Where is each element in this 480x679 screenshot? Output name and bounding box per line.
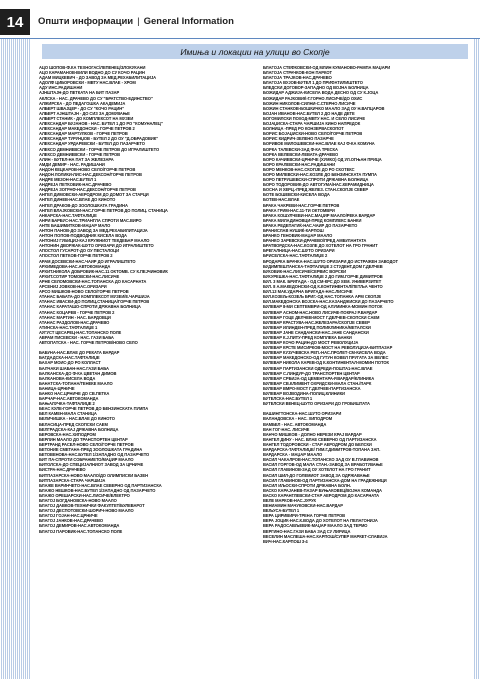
street-entry: АРХИМЕДОВА-НАС.АВТОКОМАНДА bbox=[39, 263, 111, 269]
street-entry: БУЛ.13 МАК.УДАРНА БРИГАДА-НАС.ЛИСИЧЕ bbox=[263, 289, 353, 295]
street-entry: ВАШИНГТОНСКА-НАС.ШУТО ОРИЗАРИ bbox=[263, 411, 342, 417]
street-entry: АНТЕ БАШИМИТКОВ-МАЏАР МАЛО bbox=[39, 222, 111, 228]
street-entry: БРАКА ЧАКРЕВИ-НАС.ГОРЧЕ ПЕТРОВ bbox=[263, 202, 340, 208]
street-entry: БЕТОНИЕ СМЕТАНА-ПРЕД ЗООЛОШКАТА ГРАДИНА bbox=[39, 447, 143, 453]
street-entry: БОРО ПЕТРУШЕВСКИ-СПРОТИ ДРЖАВНА БОЛНИЦА bbox=[263, 177, 369, 183]
street-entry: БУЛЕВАР КРСТЕ МИСИРКОВ-МОСТ НА РЕВОЛУЦИЈА-БИТПАЗАР bbox=[263, 345, 393, 351]
street-entry: БАЊАЛУЧКА-ТАФТАЛИЏЕ 2 bbox=[39, 401, 95, 407]
street-entry: АЦО ШОПОВ-Ф.КА ТЕХНОГАС/ЛЕПЕНЕЦ/ЗЛОКУКАНИ bbox=[39, 65, 146, 70]
street-entry: АРНЕ СЕЛОМОВСКИ-НАС.ТОПАНСКА ДО КАСАРНАТА bbox=[39, 278, 147, 284]
street-entry: АНТОН ПАНОВ-ДО ЗАВОД ЗА МЕД.РЕХАБИЛИТАЦИЈА bbox=[39, 228, 148, 233]
street-entry: БОЖИН СТАНКОВ-БОШКИЧКО МААЛО ЗАД ОУ Н.ВАПЦАРОВ bbox=[263, 105, 385, 111]
street-entry: АЛЕКСО ДЕМНИЕВСКИ - ГОРЧЕ ПЕТРОВ ДО ИГРАЛИШТЕТО bbox=[39, 146, 160, 152]
street-entry: БОЈАН ИВАНОВ-НАС.БУТЕЛ 2 ДО НАДЕ ДЕТЕ bbox=[263, 110, 355, 116]
street-entry: БИТПАЗАРСКА-НОВО МААЛО/ДО ОЛИМПИСКИ БАЗЕН bbox=[39, 472, 149, 478]
street-entry: ВАРДАРСКА - МАЏАР МААЛО bbox=[263, 452, 323, 458]
section-title-en: General Information bbox=[143, 16, 234, 27]
street-entry: БРАКА МИЛАДИНОВЦИ-ПРЕД КОМПЛЕКС БАНКИ bbox=[263, 217, 362, 223]
street-entry: БЛАГОЈ ГОЈАН-НАС.ЦРНИЧЕ bbox=[39, 513, 98, 519]
street-entry: БОРО ТОДОРОВИК-ДО АВТОГУМА/НАС.КЕРАМИДНИЦА bbox=[263, 182, 374, 188]
street-entry: БУЛЕВАР КОЧО РАЦИН-ДО МОСТ РЕВОЛУЦИЈА bbox=[263, 340, 359, 346]
street-entry: АЛЕКСАНДАР МАКЕДОНСКИ - ГОРЧЕ ПЕТРОВ 2 bbox=[39, 126, 135, 132]
street-entry: БУЛЕВАР С.ЛИНДУР-ДО ТРАНСПОРТЕН ЦЕНТАР bbox=[263, 370, 360, 376]
street-entry: АРАМ ДОСЕВСКИ-НАС.ЧАИР ДО ИГРАЛИШТЕТО bbox=[39, 258, 136, 264]
street-entry: АПОСТОЛ ГУСАРОТ-ДО ОУ ПЕСТАЛОЦИ bbox=[39, 248, 119, 254]
street-entry: АНРИ БАРБУС-НАС.ТРИАНГЛА СПРОТИ МАС.ВИРО bbox=[39, 217, 142, 223]
street-entry: БОЛНИЦА -ПРЕД РО КОНЗЕРВАСКОПОТ bbox=[263, 126, 344, 132]
street-entry: ВЕРА РАДОСАВЉЕВИК-МАЏАР МААЛО ЗАД ТЕРМО bbox=[263, 523, 368, 529]
street-entry: БОРКА ВЕЛЕВСКИ-ЛЕВАТА-ДРАЧЕВО bbox=[263, 151, 339, 157]
street-entry: БЛАЖЕ ВАРИНЧЕТО-НАС.ВЛАЕ СЕВЕРНО ОД ПАРТИЗАНСКА bbox=[39, 482, 162, 488]
street-entry: БРАКА РЕДЕПАГИЌ-НАС.ЧАИР ДО ПАЗАРЧЕТО bbox=[263, 222, 358, 228]
section-title-mk: Општи информации bbox=[38, 16, 134, 27]
street-entry: ВЕНИАМИН МАЧУКОВСКИ-НАС.ВАРДАР bbox=[263, 503, 343, 509]
street-entry: АНДРЕ МЕЗОН-НАС.БУТЕЛ 1 bbox=[39, 177, 97, 183]
street-entry: БОРИС КИДРИЧ-ЗЕЛЕНО ПАЗАРЧЕ bbox=[263, 136, 334, 142]
street-entry: БУТЕЛСКА-НАС.БУТЕЛ 1 bbox=[263, 396, 313, 402]
page-number: 14 bbox=[0, 9, 30, 35]
street-entry: АЛБЕРТ СТАНИК - ДО КОМПЛЕКСОТ НА МУЗЕИ bbox=[39, 115, 134, 121]
street-entry: БЛАЖО ОРЕШАРСКИ-НАС.ЛИСИЧЕ/ЕЛЕКТРО bbox=[39, 492, 130, 498]
street-entry: БАЛКАНСКА-ДО Ф-КА ЦВЕТАН ДИМОВ bbox=[39, 370, 117, 376]
street-entry: БАБУНА-НАС.ВЛАЕ ДО РЕКАТА ВАРДАР bbox=[39, 350, 120, 356]
street-entry: АЛЕКСО ДЕМНИЕВСКИ - ГОРЧЕ ПЕТРОВ bbox=[39, 151, 121, 157]
street-entry: АЛЕКСАНДАР БУЈАНОВ - НАС. БУТЕЛ 1 ДО РО "КОМУНАЛЕЦ" bbox=[39, 121, 163, 127]
street-entry: БОТЕ БОШЕВСКИ-КИСЕЛА ВОДА bbox=[263, 192, 330, 198]
page-title: Имиња и локации на улици во Скопје bbox=[42, 44, 468, 59]
street-entry: БРАНКО ЗАРЕВСКИ-ДРАЧЕВО/ПРЕД АМБУЛАНТАТА bbox=[263, 238, 367, 244]
street-entry: ВАСИЛ ГОРГОВ-ОД МАЛА СТАН.-ЗАВОД ЗА ВРАБОТУВАЊЕ bbox=[263, 462, 383, 468]
street-entry: БЕРТРАНД РАСЕЛ-НОВО СЕЛО/ГОРЧЕ ПЕТРОВ bbox=[39, 441, 134, 447]
street-entry: АТАНАС КАРАТАШО-СПРОТИ ДРЖАВНА БОЛНИЦА bbox=[39, 304, 141, 310]
street-entry: АВТОПАТСКА - НАС. ГОРЧЕ ПЕТРОВ/НОВО СЕЛО bbox=[39, 340, 138, 346]
street-entry: БИТОЛСКА-ДО СПЕЦИЈАЛНИОТ ЗАВОД ЗА ЦРНИЧЕ bbox=[39, 462, 144, 468]
street-entry: АМДИ ДЕМИР - НАС. РАДИШАНИ bbox=[39, 161, 105, 167]
street-entry: ВЕРА ЈОЦИК-НАС.К.ВОДА ДО ХОТЕЛОТ НА ПЕЛАГОНИЈА bbox=[263, 518, 378, 524]
street-entry: БЛАГОЈ ДЕМИРОВ-НАС.АВТОКОМАНДА bbox=[39, 523, 120, 529]
street-entry: ВЕРА ЦИРИВИРИ-ТРЕНА ГОРЧЕ ПЕТРОВ bbox=[263, 513, 346, 519]
street-entry: БУЛЕВАР КРАСТУВА-НАС.ЖЕЛЕЗАРА/СКОПЈЕ СЕВЕР bbox=[263, 319, 370, 325]
street-entry: БРАКА ГРИМ-НАС.11-ТИ ОКТОМВРИ bbox=[263, 207, 335, 213]
street-entry: АТАНАС КОЦАРЕВ - ГОРЧЕ ПЕТРОВ 2 bbox=[39, 309, 115, 315]
street-entry: АНТОНИЈ ГУБИЦИЈ-КАЈ КРУЖНИОТ ТЕКДЕБАР МААЛО bbox=[39, 238, 150, 244]
street-entry: АНКАРСКА-НАС.ТАФТАЛИЏЕ bbox=[39, 212, 97, 218]
street-entry: АДАМ МИЦКЕВИЧ - ДО ЗАВОД ЗА МЕД.РЕХАБИЛИТАЦИЈА bbox=[39, 75, 157, 81]
street-entry: АНТОНИН ДВОРЖАК-ШУТО ОРИЗАРИ ДО ИГРАЛИШТЕТО bbox=[39, 243, 154, 249]
street-entry: БИСТРА-НАС.ДРАЧЕВО bbox=[39, 467, 86, 473]
street-entry: БЕЛ КАМЕН-МАЛА СТАНИЦА bbox=[39, 411, 97, 417]
street-entry: БУЛ.МАКЕДОНСКА ВОЈСКА-НАС.КАЗАНДЖИСКИ ДО ПАЗАРЧЕТО bbox=[263, 299, 394, 305]
street-entry: БРАТВОРДСКА-НАС.КОЗЛЕ ДО ХОТЕЛОТ НА ГРО ГРАНИТ bbox=[263, 243, 378, 249]
street-entry: БУЛЕВАР НИКОЛА КАРЕВ-ОД К.КОНТИНЕНТАЛ-МОМИН ПОТОК bbox=[263, 360, 389, 366]
street-entry: ВАСИЛ ШИЛ-ДО ГОЛЕМИОТ ЗАВОД ЗА ОДРЖАВАЊЕ bbox=[263, 472, 370, 478]
left-decorative-stripe bbox=[0, 39, 30, 679]
street-entry: БУЛЕВАР КУЗУЧЕВСКА РЕП.-НАС.ПРОЛЕТ-СМ-КИСЕЛА ВОДА bbox=[263, 350, 386, 356]
street-entry: ВАСИЛ ГЛАВИНОВ-ОД ПАРТИЗАНСКА-ДОМ НА ГРАДЕЖНИЦИ bbox=[263, 477, 387, 483]
street-entry: БУЛЕВАР ПАРТИЗАНСКИ ОДРЕДИ-ПОШТА1-НАС.ВЛАЕ bbox=[263, 365, 373, 371]
street-entry: БУЛ. 3 МАК. БРИГАДА - ОД СМ-КРС ДО ХЕМ. УНИВЕРЗИТЕТ bbox=[263, 278, 382, 284]
street-entry: ВАСИЛ ГЛАВИНОВ-ЗАД ОУ ХОТЕЛОТ НА ГРО ГРАНИТ bbox=[263, 467, 371, 473]
street-entry: БОРО КАЧИЕВСКИ-ЦРНИЧЕ (ХУМКО) ОД УЛ.ОГЊАН ПРИЦА bbox=[263, 156, 382, 162]
street-entry: БЕЛИЧИШКА - НАС.ВЛАЕ ДО КИНОТО bbox=[39, 416, 115, 422]
street-entry: АНГЕЛ ВЛАЈКОВСКИ-НАС.ГОРЧЕ ПЕТРОВ ДО ПОЛИЦ. СТАНИЦА bbox=[39, 207, 168, 213]
street-entry: БАГДАДСКА-НАС.ТАФТАЛИЏЕ bbox=[39, 355, 100, 361]
street-entry: АЛЕКСАНДАР ТУРУНЏОВ - БУТЕЛ 2 ДО ОУ "Д.ОБРАДОВИК" bbox=[39, 136, 159, 142]
street-entry: БЛАГОЈ ПАРОВИК-НАС.ТОПАНСКО ПОЛЕ bbox=[39, 528, 123, 534]
street-entry: БУЛЕВАР 8-МИ СЕПТЕМВРИ-ОД АЛУМИНКА-МОМИН ПОТОК bbox=[263, 304, 383, 310]
street-entry: БОГОМИЛСКИ ПОХОД-МВТУ НАС. И СЕЛО ЛИСИЧЕ bbox=[263, 115, 366, 121]
street-entry: БЛАГОЈ ДЕСПОТОВСКИ-ШОРИЧ-НОВО МААЛО bbox=[39, 508, 134, 514]
street-entry: БИТПАЗАРСКА-СТАРА ЧАРШИЈА bbox=[39, 477, 106, 483]
street-entry: АЦО КАРАМАНОВ-ВИЛИ ВОДНО ДО СУ КОЧО РАЦИН bbox=[39, 70, 145, 76]
street-entry: АЛИН - БУТЕЛ-НА ПАТ ЗА ЖЕЛЕЗАРА bbox=[39, 156, 114, 162]
street-entry: ВЕСЕЛИН МАСЛЕША-НАС.КАРПОШ/СУПЕР МАРКЕТ-СЛАВИЈА bbox=[263, 533, 388, 539]
street-entry: АНДРЕЈА ПЕТКОВИК-НАС.ДРАЧЕВО bbox=[39, 182, 112, 188]
section-heading bbox=[38, 16, 234, 27]
street-entry: АДУ ИНС.РАДИШАНИ bbox=[39, 85, 83, 91]
street-entry: БЛАГОЈА ВУЈОВ-БУТЕЛ 1 ДО ПРИФАТИЛИШТЕТО bbox=[263, 80, 363, 86]
street-entry: БЛАГОЈА СТЕФКОВСКИ-ОД МЛИН КУМАНОВО-РАМПА МАЏАРИ bbox=[263, 65, 391, 70]
street-entry: БЕРОВСКА-НАС.ХИПОДРОМ bbox=[39, 431, 96, 437]
street-entry: БАНКО НАС.ЦРНИЧЕ ДО СВ.ПЕТКА bbox=[39, 391, 110, 396]
street-entry: БОЖИН НИКОЛОВ-СИЛНИ-С.СТЕРНО ЛИСИЧЕ bbox=[263, 100, 356, 106]
page-header bbox=[0, 0, 480, 38]
street-entry: БУЛЕВАР ВМРО-МОСТ Г.ДЕЛЧЕВ-ПАРТИЗАНСКА bbox=[263, 385, 361, 391]
street-entry: ВАСКО КАРАЈАНЕВ-ПАЗАР БУЊАКОВЕЦ/ВОЈНА КОМАНДА bbox=[263, 487, 382, 493]
section-separator: | bbox=[137, 16, 140, 27]
street-entry: БАНИЦА-ЦРНИЧЕ bbox=[39, 385, 75, 391]
street-entry: АРСЕНИЈ ЈОВКОВ-НАС.ОРИЗАРИ bbox=[39, 284, 107, 290]
street-entry: БУЛЕВАР ГОЦЕ ДЕЛЧЕВ-МОСТ Г.ДЕЛЧЕВ-СКОПСКИ САЕМ bbox=[263, 314, 380, 320]
street-entry: БУЛЕВАР ИЛИНДЕН-ПРЕД ПОЛИКЛИНИКА/МЕТАЛСКИ bbox=[263, 324, 371, 330]
street-entry: АТАНАС РАЗДОЛОВ-НАС.ДРАЧЕВО bbox=[39, 319, 110, 325]
street-entry: БЛАГОЈА СТРАЧКОВ-КОН ПАРКОТ bbox=[263, 70, 332, 76]
street-entry: АНГЕЛ ДИМОВСКИ-АЕРОДРОМ ДО ДОМОТ ЗА СТАРЦИ bbox=[39, 192, 149, 198]
street-entry: ВАЛАНДОВСКА - НАС. ХИПОДРОМ bbox=[263, 416, 333, 422]
street-entry: БУЛЕВАР СРБИЈА-ОД ЦЕМЕНТАРА-Р.ВАРДАР/КЛИНИКА bbox=[263, 375, 375, 381]
street-entry: ВАНГЕЛ ТОДОРОВСКИ - СТАР АЕРОДРОМ ДО БЕЛСКИ bbox=[263, 441, 372, 447]
street-entry: БУТЕЛСКИ ВЕНЕЦ-ШУТО ОРИЗАРИ ДО ГРОБИШТАТА bbox=[263, 401, 370, 407]
street-entry: ВАСИЛ ЧАКАЛРОВ-НАС.ТОПАНСКО ЗАД ОУ В.ГЛАВИНОВ bbox=[263, 457, 379, 463]
street-entry: АНДОН КЕЦКАРОВ-НОВО СЕЛО/ГОРЧЕ ПЕТРОВ bbox=[39, 166, 136, 172]
street-entry: БОРИС БОЈАЏИСКИ-НОВО СЕЛО/ГОРЧЕ ПЕТРОВ bbox=[263, 131, 363, 137]
street-entry: БЕЛАСИЦА-ПРЕД СКОПСКИ САЕМ bbox=[39, 421, 108, 427]
street-entry: БОЖИДАР АДЖИЈА-КИСЕЛА ВОДА ДЕСНО ОД СУ К.ЈОЦА bbox=[263, 90, 379, 96]
street-entry: АРСО МИШКОВ-НОВО СЕЛО/ГОРЧЕ ПЕТРОВ bbox=[39, 289, 129, 295]
street-entry: БАХАР МОИС-ДО РО КОЛЛАСТ bbox=[39, 360, 101, 366]
street-entry: БЛАЖО НЕШКОВ-НАС.БУТЕЛ 1/ЗАПАДНО ОД ПАЗАРЧЕТО bbox=[39, 487, 156, 493]
street-entry: БЛЕДСКИ ДОГОВОР-ЗАПАДНО ОД ВОЈНА БОЛНИЦА bbox=[263, 85, 369, 91]
street-entry: БУЛЕВАР МАКЕДОНСКО-ОД ГУТУН КОВЕЛ ПРУГАТА ЗА ВЕЛЕС bbox=[263, 355, 389, 361]
street-entry: ВАНЧО МИШКОВ - ДОЛНО НЕРЕЗИ КРАЈ ВАРДАР bbox=[263, 431, 362, 437]
street-entry: БЕРЛИН МААЛО ДО ТРАНСПОРТЕН ЦЕНТАР bbox=[39, 436, 128, 442]
street-entry: АКЛСКА - НАС. ДРАЧЕВО ДО СУ "БРАТСТВО-ЕДИНСТВО" bbox=[39, 95, 153, 101]
street-entry: БУЛ. 8 А.МАКЕДОНСКИ-ОД К.КОНТИНЕНТАЛ/ПЕТЉА ЧЕНТО bbox=[263, 284, 383, 290]
street-entry: БОРО МИЛЕВСКИ-НАС.КОЗЛЕ ДО БЕНЗИНСКАТА ПУМПА bbox=[263, 171, 377, 177]
street-entry: БРИСЕЛСКА-НАС.ТАФТАЛИЏЕ 2 bbox=[263, 253, 328, 259]
street-entry: АПОСТОЛ ПЕТКОВ-ГОРЧЕ ПЕТРОВ 2 bbox=[39, 253, 113, 259]
street-entry: АНГЕЛ ДИНЕВ-НАС.ВЛАЕ ДО КИНОТО bbox=[39, 197, 116, 203]
street-entry: АНТОН ПОПОВ-ПОДВОДНИК КИСЕЛА ВОДА bbox=[39, 233, 127, 239]
street-entry: АУГУСТ ЦЕСАРЕЦ-НАС.ТОПАНСКО ПОЛЕ bbox=[39, 329, 122, 335]
street-entry: БЕАС КУЛЕ-ГОРЧЕ ПЕТРОВ ДО БЕНЗИНСКАТА ПУМПА bbox=[39, 406, 149, 412]
street-entry: АДОЛФ ЦИБОРОВСКИ - МВТУ НАС.ВЛАЕ - ХРОМ bbox=[39, 80, 136, 86]
street-entry: АНДОН ЛОЛИКИ-ЛИС-НАС.ДЕКСОН/ГОРЧЕ ПЕТРОВ bbox=[39, 171, 142, 177]
street-entry: БАЛЧАКИ ШАБАН-НАС.ГАЗИ БАБА bbox=[39, 365, 109, 371]
street-entry: БУЛ.КОЗЕЉ-КОЗЕЉ БРИГ.-ОД НАС.ТОПАНКА АРМ СКОПЈЕ bbox=[263, 294, 382, 300]
street-entry: АТАНАС МАРТИН - НАС. БАРДОВЦИ bbox=[39, 314, 111, 320]
street-entry: БРАНИСЛАВ НУШИЌ-КАРПОШ bbox=[263, 228, 324, 233]
street-entry: БУЛЕВАР ВОЈВОДИНА-ПОЛИЦ.КЛИНИКИ bbox=[263, 391, 345, 396]
street-entry: АТАНАС ИВАСКИ-ДО ПОЛИЦ.СТАНИЦА/ГОРЧЕ ПЕТРОВ bbox=[39, 299, 150, 305]
street-entry: ВИЧ-НАС.КАРПОШ 3-4 bbox=[263, 538, 308, 544]
street-entry: БОЈАЏИСКА-СТАРА ЧАРШИЈА КИНО НАПРЕДОК bbox=[263, 121, 361, 127]
street-entry: ВЕЛЕ МАРКОВ-НАС.ЈУРУК bbox=[263, 497, 316, 503]
street-entry: БОТЕВ-НАС.ВЛАЕ bbox=[263, 197, 300, 203]
street-entry: БУКОВИК-НАС.ЛИСИЧЕ/СЕРВИС ВОРСКИ bbox=[263, 268, 347, 274]
street-entry: БЛАГОЈ БОГДАНОВСКА-НОВО МААЛО bbox=[39, 497, 117, 503]
street-entry: БРАКА КОШУЛЧЕВИ-НАС.МАЏИР МААЛО/РЕКА ВАРДАР bbox=[263, 212, 376, 218]
street-entry: БОРИВОЕ МИЛОШЕВСКИ-НАС.ВЛАЕ КАЈ Ф-КА КОМУНА bbox=[263, 141, 375, 147]
street-entry: ВАСИЛ ИЉОСКИ-СПРОТИ ДРЖАВНА БОЛН. bbox=[263, 482, 351, 488]
street-entry: ВАРДАРСКА-ТАФТАЛИЏЕ/ ГИМ.Г.ДИМИТРОВ-ТОПАНА ЗАП. bbox=[263, 447, 381, 453]
street-entry: БАЛКАНОВА-КИСЕЛА ВОДА bbox=[39, 375, 96, 381]
street-entry: АНДРЕЈА ЗОГРАФ-НАС.ДЕКСОН/ГОРЧЕ ПЕТРОВ bbox=[39, 187, 136, 193]
street-entry: АВРАМ ПИСЕВСКИ - НАС. ГАЗИ БАБА bbox=[39, 334, 114, 340]
street-entry: БЕЛГРАДСКА-КАЈ ДРЖАВНА БОЛНИЦА bbox=[39, 426, 119, 432]
street-entry: БАРЧАР-НАС.АВТОКОМАНДА bbox=[39, 396, 99, 402]
street-entry: БОЖИДАР РАЈКОВИЌ-Г.ГОРНО ЛИСИЧЕ/ДО ОХИС bbox=[263, 95, 363, 101]
street-entry: БУЛЕВАР К.Ј.ПИТУ-ПРЕД КОМПЛЕКА БАНКИ bbox=[263, 334, 352, 340]
street-entry: БУЛЕВАР АСНОМ-НАС.НОВО ЛИСИЧЕ-ПОКРАЈ Р.ВАРДАР bbox=[263, 309, 378, 315]
street-entry: АЛЕКСАНДАР МАРТУЛКОВ - ГОРЧЕ ПЕТРОВ bbox=[39, 131, 128, 137]
street-entry: ВАСКО КАРАНГЛЕВСКИ-СТАР АЕРОДРОМ ДО КАСАРНАТА bbox=[263, 492, 380, 498]
street-entry: АЈНШТАЈН-ДО ПЕТКАТА НА БИТ ПАЗАР bbox=[39, 90, 120, 96]
street-list-right-column bbox=[263, 65, 476, 663]
street-list-left-column bbox=[39, 65, 252, 653]
street-entry: БЕТОВЕНОВА-НАС.БУТЕЛ 1/ЗАПАДНО ОД ПАЗАРЧЕТО bbox=[39, 452, 150, 458]
street-entry: ВАН ГОГ-НАС. ЛИСИЧЕ bbox=[263, 426, 310, 432]
street-entry: БРЕГАЛНИЦА-НАС.ШУТО ОРИЗАРИ bbox=[263, 248, 335, 254]
street-entry: ВЕЉУСА-БУТЕЛ 1 bbox=[263, 508, 300, 514]
street-entry: АРХИТ.НИКОЛА ДОБРОВИК-НАС.11 ОКТОМВ. СУ К.ПЕЈЧИНОВИК bbox=[39, 268, 168, 274]
street-entry: БУЛЕВАР ЈАНЕ САНДАНСКИ-НАС.ЈАНЕ САНДАНСКИ bbox=[263, 329, 369, 335]
street-entry: ВАНГЕЛ ДИНУ - НАС. ВЛАЕ СЕВЕРНО ОД ПАРТИЗАНСКА bbox=[263, 436, 377, 442]
street-entry: АТИНСКА-НАС.ТАФТАЛИЏЕ 1 bbox=[39, 324, 98, 330]
street-entry: БОРО МЕНКОВ-НАС.СКОПЈЕ ДО РО СКОТЕКС bbox=[263, 166, 355, 172]
street-entry: БЛАГОЈА ТРАЈКОВ-НАС.ДРАЧЕВО bbox=[263, 75, 332, 81]
street-entry: БАНАТСКА-ТОПАНА/ТЕНЕКЕ МААЛО bbox=[39, 380, 113, 386]
street-entry: АЛБЕРТ ШВАЈЦЕР - ДО СУ "КОЧО РАЦИН" bbox=[39, 105, 125, 111]
street-entry: БРАНКО ГЕНОВИК-МАЏАР МААЛО bbox=[263, 233, 333, 239]
street-entry: БУКУРЕШКА-НАС.ТАФТАЛИЏЕ 2 ДО ГИМ.ГОРЧЕ ДИМИТРОВ bbox=[263, 273, 383, 279]
street-entry: БИТ ПА-СПРОТИ СОБРАНИЕТО/МАЏИР МААЛО bbox=[39, 457, 134, 463]
street-entry: АЛЕКСАНДАР УРДАРЕВСКИ - БУТЕЛ ДО ПАЗАРЧЕТО bbox=[39, 141, 145, 147]
street-entry: БЛАГОЈ ДАВКОВ-ТЕХНИЧКИ ФАКУЛТЕТ/БУЛЕВАРОТ bbox=[39, 503, 145, 509]
street-entry: БЛАГОЈ ЈАНКОВ-НАС.ДРАЧЕВО bbox=[39, 518, 103, 524]
street-entry: БРОДАРКА БРАЧКА-НАС.ШУТО ОРИЗАРИ ДО ИСТРАЖЕН ЗАВОДОТ bbox=[263, 258, 398, 264]
street-entry: БОСНА И ХЕРЦ.-ПРЕД ЖЕЛЕЗ. СТАН.СКОПЈЕ СЕВЕР bbox=[263, 187, 369, 193]
street-entry: БОРКА ТАЛЕВСКИ-ЗАД Ф-КА ТРЕСКА bbox=[263, 146, 338, 152]
street-entry: БУЛЕВАР СВ.КЛИМЕНТ ОХРИДСКИ-МАЛА СТАН./ПАРК bbox=[263, 380, 372, 386]
street-entry: АЛЖИРСКА - ДО ПЕДАГОШКА АКАДЕМИЈА bbox=[39, 100, 126, 106]
street-entry: АЛБЕРТ АЈНШТАЈН - ДО СИЗ ЗА ДОМУВАЊЕ bbox=[39, 110, 130, 116]
header-divider bbox=[0, 38, 480, 39]
street-entry: БОРО КРАЛЕВСКИ-НАС.РАДИШАНИ bbox=[263, 161, 336, 167]
street-entry: АНГЕЛ ДРАКОВ-ДО ЗООЛОШКАТА ГРАДИНА bbox=[39, 202, 128, 208]
street-entry: АТАНАС БАБАТА-ДО КОМПЛЕКСОТ МУЗЕИ/Е.ЧАРШИЈА bbox=[39, 294, 150, 300]
street-entry: ВЕРГИНО-НАС.ГАЗИ БАБА ЗАД СУ ЛИРИЦА bbox=[263, 528, 351, 534]
street-entry: БУДИМПЕШТАНСКА-ТАФТАЛИЏЕ 2 СТУДЕНТ.ДОМ Г.ДЕЛЧЕВ bbox=[263, 263, 383, 269]
street-entry: ВАМБЕЛ - НАС. АВТОКОМАНДА bbox=[263, 421, 327, 427]
street-entry: АРХИТ.СОТИР ТОМОВСКИ-НАС.ЛИСИЧЕ bbox=[39, 273, 120, 279]
